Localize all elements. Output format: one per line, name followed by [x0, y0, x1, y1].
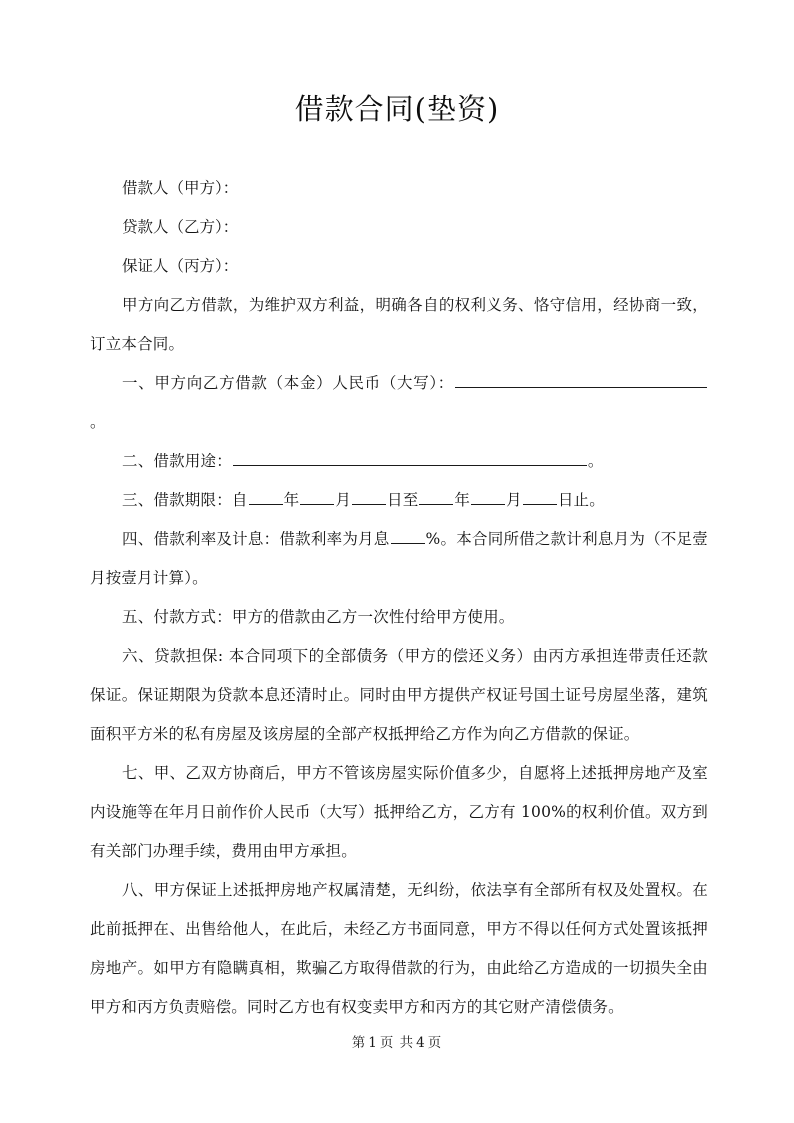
clause-1	[90, 364, 708, 442]
clause-4-lead: 借款利率及计息：借款利率为月息	[153, 529, 390, 548]
document-body	[0, 169, 794, 1027]
page-title: 借款合同(垫资)	[294, 92, 500, 126]
page-footer	[0, 1031, 794, 1051]
clause-1-number: 一、	[122, 373, 155, 392]
clause-3-end-month-field[interactable]	[471, 489, 505, 505]
party-line-borrower: 借款人（甲方）：	[122, 178, 239, 197]
clause-2	[90, 442, 708, 481]
clause-5-number: 五、	[122, 607, 154, 626]
clause-8-number: 八、	[122, 880, 154, 899]
clause-3-start-year-field[interactable]	[249, 489, 283, 505]
clause-2-blank-field[interactable]	[233, 450, 587, 466]
clause-1-blank-field[interactable]	[455, 372, 707, 388]
clause-8	[90, 871, 708, 1027]
clause-3-end-day-field[interactable]	[523, 489, 557, 505]
footer-middle: 页 共	[379, 1035, 415, 1051]
clause-1-tail: 。	[90, 412, 106, 431]
clause-2-lead: 借款用途：	[153, 451, 232, 470]
clause-3-seg3: 日至	[387, 490, 419, 509]
clause-3-end-year-field[interactable]	[419, 489, 453, 505]
clause-2-tail: 。	[587, 451, 604, 470]
clause-3-seg1: 年	[283, 490, 300, 509]
clause-3-tail: 日止。	[557, 490, 605, 509]
clause-6	[90, 637, 708, 754]
clause-7-number: 七、	[122, 763, 154, 782]
clause-7-text: 甲、乙双方协商后，甲方不管该房屋实际价值多少，自愿将上述抵押房地产及室内设施等在年月日前作价人民币（大写）抵押给乙方，乙方有 100%的权利价值。双方到有关部门办理手续，费用由甲方承担。	[90, 763, 708, 860]
clause-3-seg5: 月	[506, 490, 522, 509]
clause-8-text: 甲方保证上述抵押房地产权属清楚，无纠纷，依法享有全部所有权及处置权。在此前抵押在、出售给他人，在此后，未经乙方书面同意，甲方不得以任何方式处置该抵押房地产。如甲方有隐瞒真相，欺骗乙方取得借款的行为，由此给乙方造成的一切损失全由甲方和丙方负责赔偿。同时乙方也有权变卖甲方和丙方的其它财产清偿债务。	[90, 880, 708, 1016]
footer-current-page: 1	[368, 1035, 378, 1051]
clause-6-text: 贷款担保: 本合同项下的全部债务（甲方的偿还义务）由丙方承担连带责任还款保证。保证期限为贷款本息还清时止。同时由甲方提供产权证号国土证号房屋坐落，建筑面积平方米的私有房屋及该房屋的全部产权抵押给乙方作为向乙方借款的保证。	[90, 646, 708, 743]
clause-3-seg2: 月	[335, 490, 352, 509]
clause-3	[90, 481, 708, 520]
clause-3-start-day-field[interactable]	[352, 489, 386, 505]
clause-4	[90, 520, 708, 598]
clause-4-number: 四、	[122, 529, 154, 548]
clause-3-number: 三、	[122, 490, 154, 509]
clause-3-lead: 借款期限：自	[153, 490, 248, 509]
clause-5-text: 付款方式：甲方的借款由乙方一次性付给甲方使用。	[153, 607, 515, 626]
clause-4-tail: %。本合同所借之款计利息月为（不足壹月按壹月计算）。	[90, 529, 708, 587]
party-line-lender: 贷款人（乙方）：	[122, 217, 239, 236]
clause-1-lead: 甲方向乙方借款（本金）人民币（大写）：	[154, 373, 454, 392]
clause-6-number: 六、	[122, 646, 154, 665]
preamble-paragraph: 甲方向乙方借款，为维护双方利益，明确各自的权利义务、恪守信用，经协商一致，订立本合同。	[90, 295, 708, 353]
party-line-guarantor: 保证人（丙方）：	[122, 256, 239, 275]
clause-5	[90, 598, 708, 637]
footer-suffix: 页	[427, 1035, 443, 1051]
footer-prefix: 第	[351, 1035, 367, 1051]
clause-3-start-month-field[interactable]	[300, 489, 334, 505]
clause-3-seg4: 年	[454, 490, 471, 509]
clause-2-number: 二、	[122, 451, 154, 470]
footer-total-pages: 4	[416, 1035, 426, 1051]
clause-7	[90, 754, 708, 871]
clause-4-rate-field[interactable]	[391, 528, 425, 544]
